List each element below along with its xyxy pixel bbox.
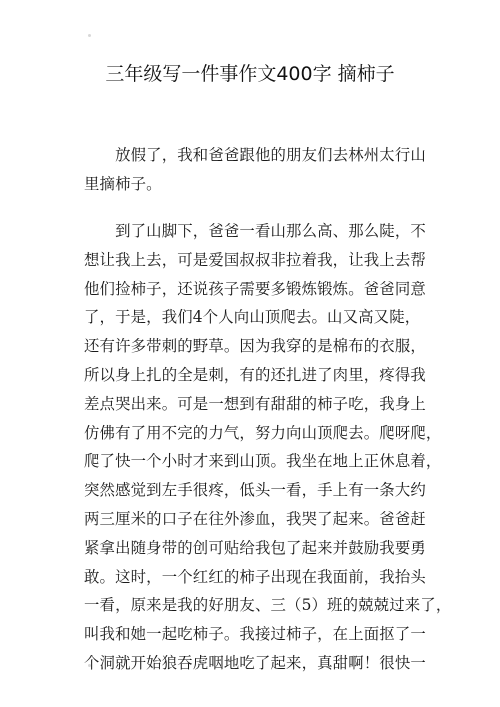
paragraph-line: 爬了快一个小时才来到山顶。我坐在地上正休息着， [84, 452, 442, 471]
paragraph-line: 了，于是，我们4个人向山顶爬去。山又高又陡， [84, 308, 421, 327]
paragraph-line: 还有许多带刺的野草。因为我穿的是棉布的衣服， [84, 337, 426, 356]
paragraph-line: 仿佛有了用不完的力气，努力向山顶爬去。爬呀爬， [84, 423, 442, 442]
paragraph-line: 里摘柿子。 [84, 174, 162, 193]
paragraph-line: 到了山脚下，爸爸一看山那么高、那么陡，不 [84, 222, 426, 240]
paragraph-line: 所以身上扎的全是刺，有的还扎进了肉里，疼得我 [84, 365, 426, 384]
paragraph-1 [84, 141, 424, 199]
paragraph-line: 想让我上去，可是爱国叔叔非拉着我，让我上去帮 [84, 250, 426, 269]
document-title: 三年级写一件事作文400字 摘柿子 [105, 63, 395, 85]
paragraph-line: 他们捡柿子，还说孩子需要多锻炼锻炼。爸爸同意 [84, 279, 426, 298]
paragraph-line: 叫我和她一起吃柿子。我接过柿子，在上面抠了一 [84, 625, 426, 644]
paragraph-line: 一看，原来是我的好朋友、三（5）班的兢兢过来了， [84, 596, 452, 615]
paragraph-line: 两三厘米的口子在往外渗血，我哭了起来。爸爸赶 [84, 509, 426, 528]
paragraph-2 [84, 217, 452, 678]
paragraph-line: 个洞就开始狼吞虎咽地吃了起来，真甜啊！很快一 [84, 653, 426, 672]
paragraph-line: 敢。这时，一个红红的柿子出现在我面前，我抬头 [84, 567, 426, 586]
corner-mark-top [88, 34, 91, 37]
paragraph-line: 放假了，我和爸爸跟他的朋友们去林州太行山 [84, 146, 426, 164]
paragraph-line: 差点哭出来。可是一想到有甜甜的柿子吃，我身上 [84, 394, 426, 413]
paragraph-line: 紧拿出随身带的创可贴给我包了起来并鼓励我要勇 [84, 538, 426, 557]
paragraph-line: 突然感觉到左手很疼，低头一看，手上有一条大约 [84, 481, 426, 500]
